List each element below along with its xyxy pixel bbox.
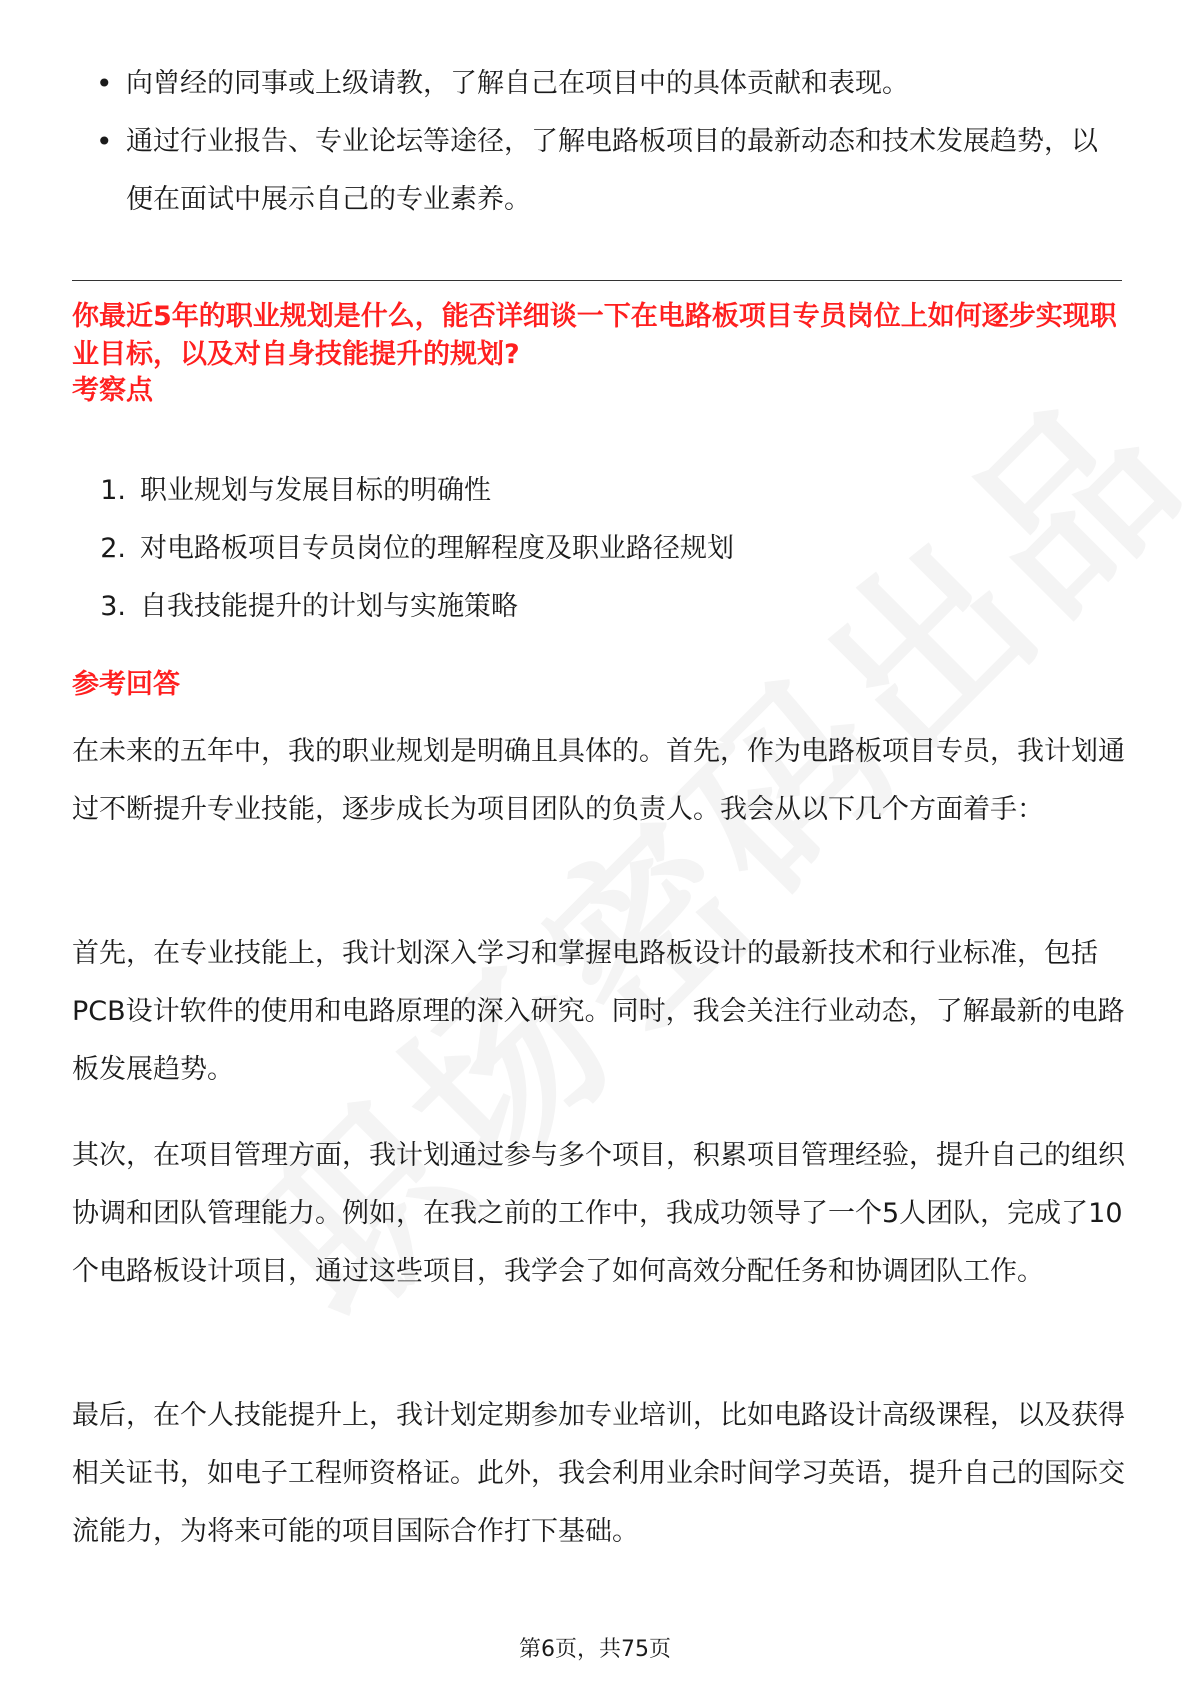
- item-text: 职业规划与发展目标的明确性: [140, 475, 491, 506]
- list-item: • 通过行业报告、专业论坛等途径，了解电路板项目的最新动态和技术发展趋势，以便在面试中展示自己的专业素养。: [72, 113, 1122, 229]
- list-item: [72, 578, 1122, 636]
- answer-paragraph: 在未来的五年中，我的职业规划是明确且具体的。首先，作为电路板项目专员，我计划通过不断提升专业技能，逐步成长为项目团队的负责人。我会从以下几个方面着手：: [72, 736, 1125, 825]
- page-footer: 第6页，共75页: [519, 1637, 671, 1662]
- item-number: 2.: [100, 533, 126, 564]
- assessment-heading: 考察点: [72, 375, 153, 406]
- list-item: [72, 462, 1122, 520]
- item-number: 1.: [100, 475, 126, 506]
- list-item: [72, 520, 1122, 578]
- question-heading: 你最近5年的职业规划是什么，能否详细谈一下在电路板项目专员岗位上如何逐步实现职业目标，以及对自身技能提升的规划?: [72, 301, 1117, 370]
- tips-list: [72, 55, 1122, 229]
- list-item: • 向曾经的同事或上级请教，了解自己在项目中的具体贡献和表现。: [72, 55, 1122, 113]
- answer-paragraph: 最后，在个人技能提升上，我计划定期参加专业培训，比如电路设计高级课程，以及获得相关证书，如电子工程师资格证。此外，我会利用业余时间学习英语，提升自己的国际交流能力，为将来可能的项目国际合作打下基础。: [72, 1400, 1125, 1547]
- item-text: 对电路板项目专员岗位的理解程度及职业路径规划: [140, 533, 734, 564]
- item-number: 3.: [100, 591, 126, 622]
- item-text: 自我技能提升的计划与实施策略: [140, 591, 518, 622]
- answer-paragraph: 其次，在项目管理方面，我计划通过参与多个项目，积累项目管理经验，提升自己的组织协调和团队管理能力。例如，在我之前的工作中，我成功领导了一个5人团队，完成了10个电路板设计项目，通过这些项目，我学会了如何高效分配任务和协调团队工作。: [72, 1140, 1125, 1287]
- assessment-list: [72, 462, 1122, 636]
- answer-paragraph: 首先，在专业技能上，我计划深入学习和掌握电路板设计的最新技术和行业标准，包括PCB设计软件的使用和电路原理的深入研究。同时，我会关注行业动态，了解最新的电路板发展趋势。: [72, 938, 1125, 1085]
- section-divider: [72, 280, 1122, 281]
- answer-heading: 参考回答: [72, 669, 180, 700]
